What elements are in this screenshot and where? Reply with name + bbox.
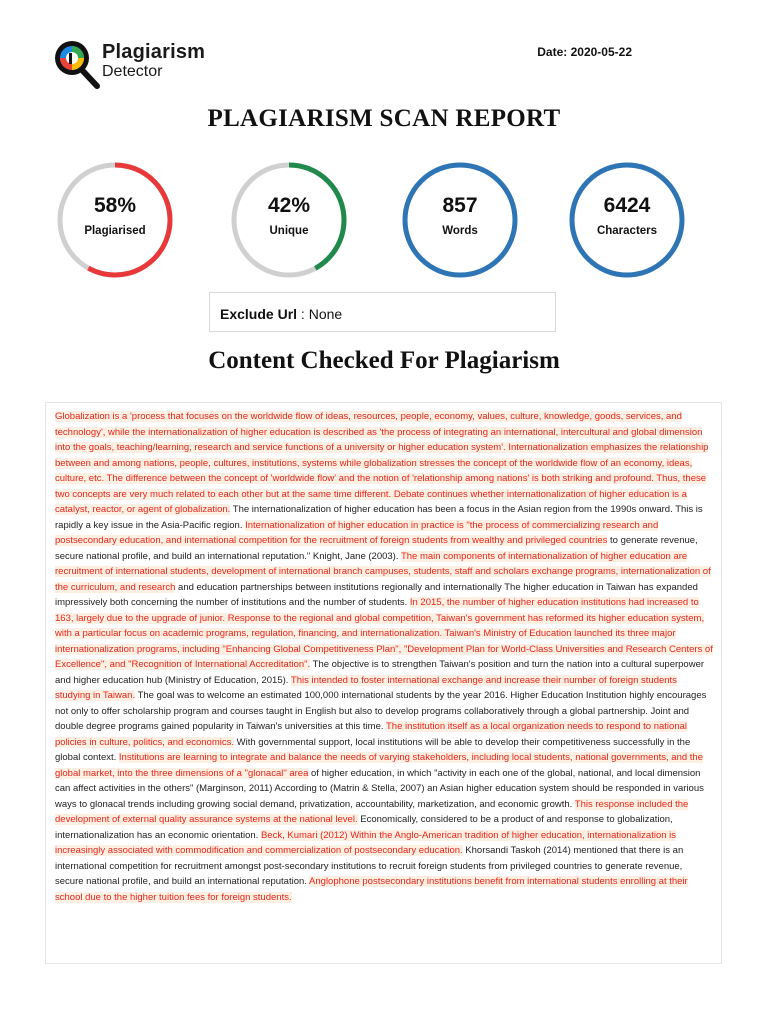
words-label: Words <box>442 225 478 237</box>
content-box <box>45 402 722 964</box>
unique-segment: Economically, considered to be a product of and response to globalization, internationalization has an economic orientation. <box>55 814 673 841</box>
plagiarised-segment: Institutions are learning to integrate and balance the needs of varying stakeholders, including local students, national governments, and the global market, into the three dimensions of a "glonacal" area <box>55 752 704 779</box>
plagiarised-label: Plagiarised <box>84 225 146 237</box>
unique-ring <box>229 162 349 280</box>
plagiarised-segment: This response included the development of external quality assurance systems at the national level. <box>55 798 689 825</box>
words-ring <box>400 162 520 280</box>
logo-text-plagiarism: Plagiarism <box>102 41 206 63</box>
stat-characters <box>567 162 687 280</box>
unique-segment: With governmental support, local institutions will be able to develop their competitiveness successfully in the global context. <box>55 736 691 763</box>
logo[interactable] <box>52 38 252 94</box>
content-title: Content Checked For Plagiarism <box>208 347 560 374</box>
characters-ring <box>567 162 687 280</box>
unique-segment: and education partnerships between institutions regionally and internationally The higher education in Taiwan has expanded impressively both concerning the number of institutions and the number of students. <box>55 581 698 608</box>
plagiarised-segment: Anglophone postsecondary institutions benefit from international students enrolling at their school due to the higher tuition fees for foreign students. <box>55 876 688 903</box>
unique-segment: The internationalization of higher education has been a focus in the Asian region from the 1990s onward. This is rapidly a key issue in the Asia-Pacific region. <box>55 504 703 531</box>
exclude-url-separator: : <box>297 306 309 322</box>
plagiarised-segment: The main components of internationalization of higher education are recruitment of international students, development of international branch campuses, students, staff and scholars exchange programs, internationalization of the curriculum, and research <box>55 550 711 593</box>
report-title: PLAGIARISM SCAN REPORT <box>207 105 561 132</box>
unique-segment: of higher education, in which "activity in each one of the global, national, and local dimension can affect activities in the others" (Marginson, 2011) According to (Matrin & Stella, 2007) an Asian higher education system should be responded in various ways to glonacal trends including growing social demand, privatization, accountability, marketization, and economic growth. <box>55 767 704 810</box>
report-date: Date: 2020-05-22 <box>537 45 632 59</box>
unique-value: 42% <box>267 194 311 217</box>
words-value: 857 <box>442 194 478 217</box>
plagiarised-segment: Beck, Kumari (2012) Within the Anglo-American tradition of higher education, internationalization is increasingly associated with commodification and commercialization of postsecondary education. <box>55 829 677 856</box>
unique-segment: to generate revenue, secure national profile, and build an international reputation." Knight, Jane (2003). <box>55 535 698 562</box>
stat-words <box>400 162 520 280</box>
unique-segment: Khorsandi Taskoh (2014) mentioned that there is an international competition for recruitment amongst post-secondary institutions to recruit foreign students from privileged countries to generate revenue, secure national profile, and build an international reputation. <box>55 845 684 887</box>
plagiarised-segment: Internationalization of higher education in practice is "the process of commercializing research and postsecondary education, and international competition for the recruitment of foreign students from wealthy and privileged countries <box>55 519 659 546</box>
plagiarised-segment: Globalization is a 'process that focuses on the worldwide flow of ideas, resources, people, economy, values, culture, knowledge, goods, services, and technology', while the internationalization of higher education is described as 'the process of integrating an international, intercultural and global dimension into the goals, teaching/learning, research and service functions of a university or higher education system'. Internationalization emphasizes the relationship between and among nations, people, cultures, institutions, systems while globalization stresses the concept of the worldwide flow of an economy, ideas, culture, etc. The difference between the concept of 'worldwide flow' and the notion of 'relationship among nations' is both striking and profound. Thus, these two concepts are very much related to each other but at the same time different. Debate continues whether internationalization of higher education is a catalyst, reactor, or agent of globalization. <box>55 411 709 515</box>
stat-plagiarised <box>55 162 175 280</box>
characters-value: 6424 <box>603 194 651 217</box>
content-text <box>55 409 713 905</box>
stat-unique <box>229 162 349 280</box>
unique-segment: The objective is to strengthen Taiwan's position and turn the nation into a cultural superpower and higher education hub (Ministry of Education, 2015). <box>55 659 705 686</box>
exclude-url-box <box>209 292 556 332</box>
plagiarised-segment: The institution itself as a local organization needs to respond to national policies in culture, politics, and economics. <box>55 721 688 748</box>
plagiarised-ring <box>55 162 175 280</box>
plagiarised-segment: This intended to foster international exchange and increase their number of foreign students studying in Taiwan. <box>55 674 677 701</box>
characters-label: Characters <box>596 225 658 237</box>
unique-label: Unique <box>269 225 309 237</box>
unique-segment: The goal was to welcome an estimated 100,000 international students by the year 2016. Higher Education Institution highly encourages not only to offer scholarship program and courses taught in English but also to develop programs collaboratively through a global partnership. Joint and double degree programs gained popularity in Taiwan's universities at this time. <box>55 690 707 732</box>
logo-text-detector: Detector <box>102 63 163 80</box>
exclude-url-value: None <box>308 306 343 322</box>
plagiarised-segment: In 2015, the number of higher education institutions had increased to 163, largely due to the upgrade of junior. Response to the regional and global competition, Taiwan's government has reformed its higher education system, with a particular focus on academic programs, regulation, financing, and internationalization. Taiwan's Ministry of Education launched its three major internationalization programs, including "Enhancing Global Competitiveness Plan", "Development Plan for World-Class Universities and Research Centers of Excellence", and "Recognition of International Accreditation". <box>55 597 713 670</box>
exclude-url-label: Exclude Url <box>220 306 298 322</box>
plagiarised-value: 58% <box>93 194 137 217</box>
